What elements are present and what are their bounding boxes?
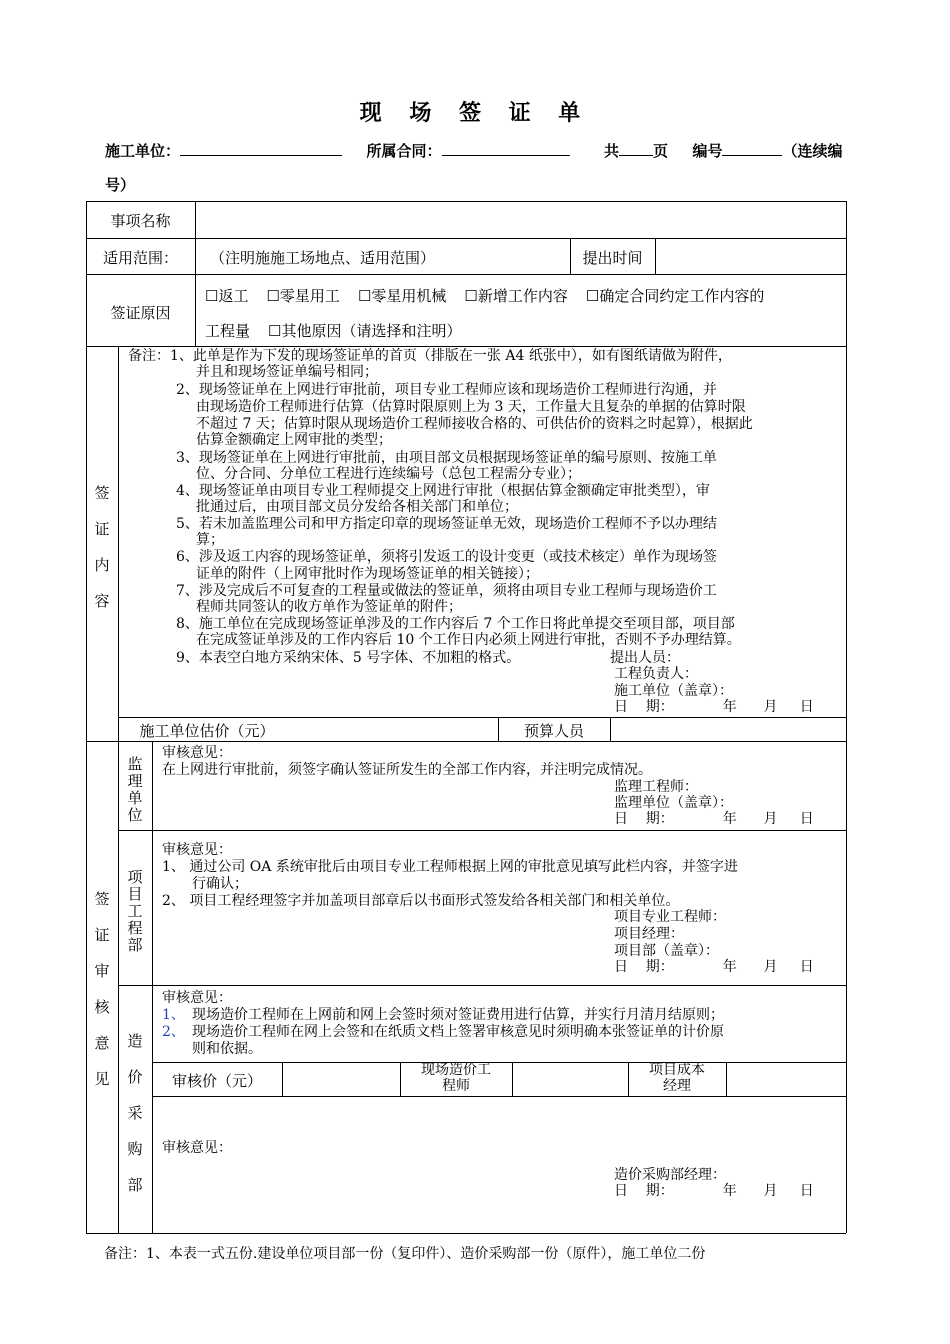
supervisor-opinion-label: 审核意见：	[162, 745, 232, 761]
audit-price-field[interactable]	[283, 1063, 399, 1096]
supervisor-date-label: 日 期： 年 月 日	[614, 811, 814, 827]
cost-manager-field[interactable]	[727, 1063, 845, 1096]
note-line: 批通过后，由项目部文员分发给各相关部门和单位；	[196, 499, 518, 515]
site-cost-engineer-label-2: 程师	[442, 1078, 470, 1094]
note-line: 位、分合同、分单位工程进行连续编号（总包工程需分专业）；	[196, 466, 581, 482]
reason-option-rework[interactable]: ☐返工	[205, 287, 249, 305]
submit-time-label: 提出时间	[582, 249, 643, 267]
reason-option-machinery[interactable]: ☐零星用机械	[357, 287, 447, 305]
project-side-char: 工	[127, 902, 143, 920]
review-side-char: 证	[94, 926, 110, 944]
reason-option-new-work[interactable]: ☐新增工作内容	[464, 287, 568, 305]
note-line: 估算金额确定上网审批的类型；	[196, 432, 392, 448]
note-line: 3、现场签证单在上网进行审批前，由项目部文员根据现场签证单的编号原则、按施工单	[176, 450, 717, 466]
note-line: 2、现场签证单在上网进行审批前，项目专业工程师应该和现场造价工程师进行沟通，并	[176, 382, 717, 398]
cost-item-number: 2、	[162, 1024, 185, 1040]
supervisor-seal-label: 监理单位（盖章）：	[614, 795, 733, 811]
cost-side-char: 采	[127, 1104, 143, 1122]
supervisor-side-char: 监	[127, 755, 143, 773]
footer-note: 备注：1、本表一式五份.建设单位项目部一份（复印件）、造价采购部一份（原件），施工单位二份	[104, 1246, 706, 1262]
cost-opinion-line: 则和依据。	[192, 1041, 262, 1057]
header-line	[105, 140, 843, 161]
project-manager-label: 项目经理：	[614, 926, 684, 942]
project-engineer-label: 项目专业工程师：	[614, 909, 726, 925]
cost-opinion-label: 审核意见：	[162, 990, 232, 1006]
reason-option-other[interactable]: ☐其他原因（请选择和注明）	[268, 322, 462, 340]
engineer-in-charge-label: 工程负责人：	[614, 666, 698, 682]
contract-label: 所属合同：	[366, 142, 442, 160]
reason-label: 签证原因	[110, 304, 171, 322]
cost-opinion-label-2: 审核意见：	[162, 1140, 232, 1156]
content-side-char: 签	[94, 484, 110, 502]
site-cost-engineer-label-1: 现场造价工	[421, 1062, 491, 1078]
project-side-char: 项	[127, 868, 143, 886]
reason-options-line2	[205, 320, 461, 341]
cost-date-label: 日 期： 年 月 日	[614, 1183, 814, 1199]
note-line: 由现场造价工程师进行估算（估算时限原则上为 3 天，工作量大且复杂的单据的估算时限	[196, 399, 746, 415]
cost-manager-label-1: 项目成本	[649, 1062, 705, 1078]
content-side-char: 容	[94, 592, 110, 610]
scope-label: 适用范围：	[102, 249, 178, 267]
review-side-char: 见	[94, 1070, 110, 1088]
project-date-label: 日 期： 年 月 日	[614, 959, 814, 975]
reason-option-contract[interactable]: ☐确定合同约定工作内容的	[585, 287, 765, 305]
budget-staff-field[interactable]	[611, 718, 845, 741]
note-line: 算；	[196, 532, 224, 548]
cost-side-char: 造	[127, 1032, 143, 1050]
submitter-label: 提出人员：	[610, 650, 680, 666]
note-line: 8、施工单位在完成现场签证单涉及的工作内容后 7 个工作日将此单提交至项目部，项目部	[176, 616, 735, 632]
unit-label: 施工单位：	[105, 142, 181, 160]
note-line: 4、现场签证单由项目专业工程师提交上网进行审批（根据估算金额确定审批类型），审	[176, 483, 710, 499]
project-side-char: 程	[127, 919, 143, 937]
supervisor-engineer-label: 监理工程师：	[614, 779, 698, 795]
project-side-char: 目	[127, 885, 143, 903]
number-note-2: 号）	[105, 176, 136, 194]
contractor-estimate-label: 施工单位估价（元）	[139, 722, 275, 740]
note-line: 证单的附件（上网审批时作为现场签证单的相关链接）；	[196, 566, 539, 582]
note-line: 不超过 7 天；估算时限从现场造价工程师接收合格的、可供估价的资料之时起算），根据此	[196, 416, 753, 432]
project-opinion-line: 行确认；	[192, 876, 248, 892]
note-line: 9、本表空白地方采纳宋体、5 号字体、不加粗的格式。	[176, 650, 521, 666]
number-note: （连续编	[782, 142, 843, 160]
project-seal-label: 项目部（盖章）：	[614, 943, 719, 959]
cost-manager-label-2: 经理	[663, 1078, 691, 1094]
note-line: 5、若未加盖监理公司和甲方指定印章的现场签证单无效，现场造价工程师不予以办理结	[176, 516, 717, 532]
cost-opinion-line: 现场造价工程师在上网前和网上会签时须对签证费用进行估算，并实行月清月结原则；	[192, 1007, 724, 1023]
supervisor-side-char: 理	[127, 772, 143, 790]
submit-time-field[interactable]	[656, 239, 845, 274]
review-side-char: 意	[94, 1034, 110, 1052]
audit-price-label: 审核价（元）	[171, 1072, 262, 1090]
site-cost-engineer-field[interactable]	[513, 1063, 627, 1096]
content-side-char: 内	[94, 556, 110, 574]
number-field[interactable]	[722, 141, 782, 156]
reason-line2-text: 工程量	[205, 322, 251, 340]
item-name-field[interactable]	[196, 202, 845, 238]
note-line: 备注：1、此单是作为下发的现场签证单的首页（排版在一张 A4 纸张中），如有图纸请做为附件，	[128, 348, 732, 364]
supervisor-opinion-text: 在上网进行审批前，须签字确认签证所发生的全部工作内容，并注明完成情况。	[162, 762, 652, 778]
scope-field[interactable]: （注明施施工场地点、适用范围）	[210, 249, 436, 267]
content-date-label: 日 期： 年 月 日	[614, 699, 814, 715]
cost-side-char: 部	[127, 1176, 143, 1194]
reason-options	[205, 285, 764, 306]
review-side-char: 签	[94, 890, 110, 908]
page-count-field[interactable]	[619, 141, 653, 156]
total-label: 共	[603, 142, 619, 160]
page-label: 页	[652, 142, 668, 160]
cost-opinion-line: 现场造价工程师在网上会签和在纸质文档上签署审核意见时须明确本张签证单的计价原	[192, 1024, 724, 1040]
supervisor-side-char: 单	[127, 789, 143, 807]
review-side-char: 核	[94, 998, 110, 1016]
number-label: 编号	[692, 142, 723, 160]
note-line: 6、涉及返工内容的现场签证单，须将引发返工的设计变更（或技术核定）单作为现场签	[176, 549, 717, 565]
unit-field[interactable]	[180, 141, 342, 156]
page-title: 现 场 签 证 单	[359, 101, 591, 126]
review-side-char: 审	[94, 962, 110, 980]
content-side-char: 证	[94, 520, 110, 538]
note-line: 在完成签证单涉及的工作内容后 10 个工作日内必须上网进行审批，否则不予办理结算。	[196, 632, 741, 648]
project-opinion-line: 2、 项目工程经理签字并加盖项目部章后以书面形式签发给各相关部门和相关单位。	[162, 893, 680, 909]
cost-side-char: 价	[127, 1068, 143, 1086]
cost-side-char: 购	[127, 1140, 143, 1158]
note-line: 程师共同签认的收方单作为签证单的附件；	[196, 599, 462, 615]
project-side-char: 部	[127, 936, 143, 954]
project-opinion-label: 审核意见：	[162, 842, 232, 858]
note-line: 7、涉及完成后不可复查的工程量或做法的签证单，须将由项目专业工程师与现场造价工	[176, 583, 717, 599]
reason-option-labor[interactable]: ☐零星用工	[266, 287, 340, 305]
project-opinion-line: 1、 通过公司 OA 系统审批后由项目专业工程师根据上网的审批意见填写此栏内容，并签字进	[162, 859, 738, 875]
budget-staff-label: 预算人员	[523, 722, 584, 740]
contractor-seal-label: 施工单位（盖章）：	[614, 683, 733, 699]
contract-field[interactable]	[442, 141, 570, 156]
cost-item-number: 1、	[162, 1007, 185, 1023]
item-name-label: 事项名称	[110, 212, 171, 230]
contractor-estimate-field[interactable]	[296, 718, 497, 741]
supervisor-side-char: 位	[127, 806, 143, 824]
cost-manager-sign-label: 造价采购部经理：	[614, 1167, 726, 1183]
note-line: 并且和现场签证单编号相同；	[196, 364, 378, 380]
